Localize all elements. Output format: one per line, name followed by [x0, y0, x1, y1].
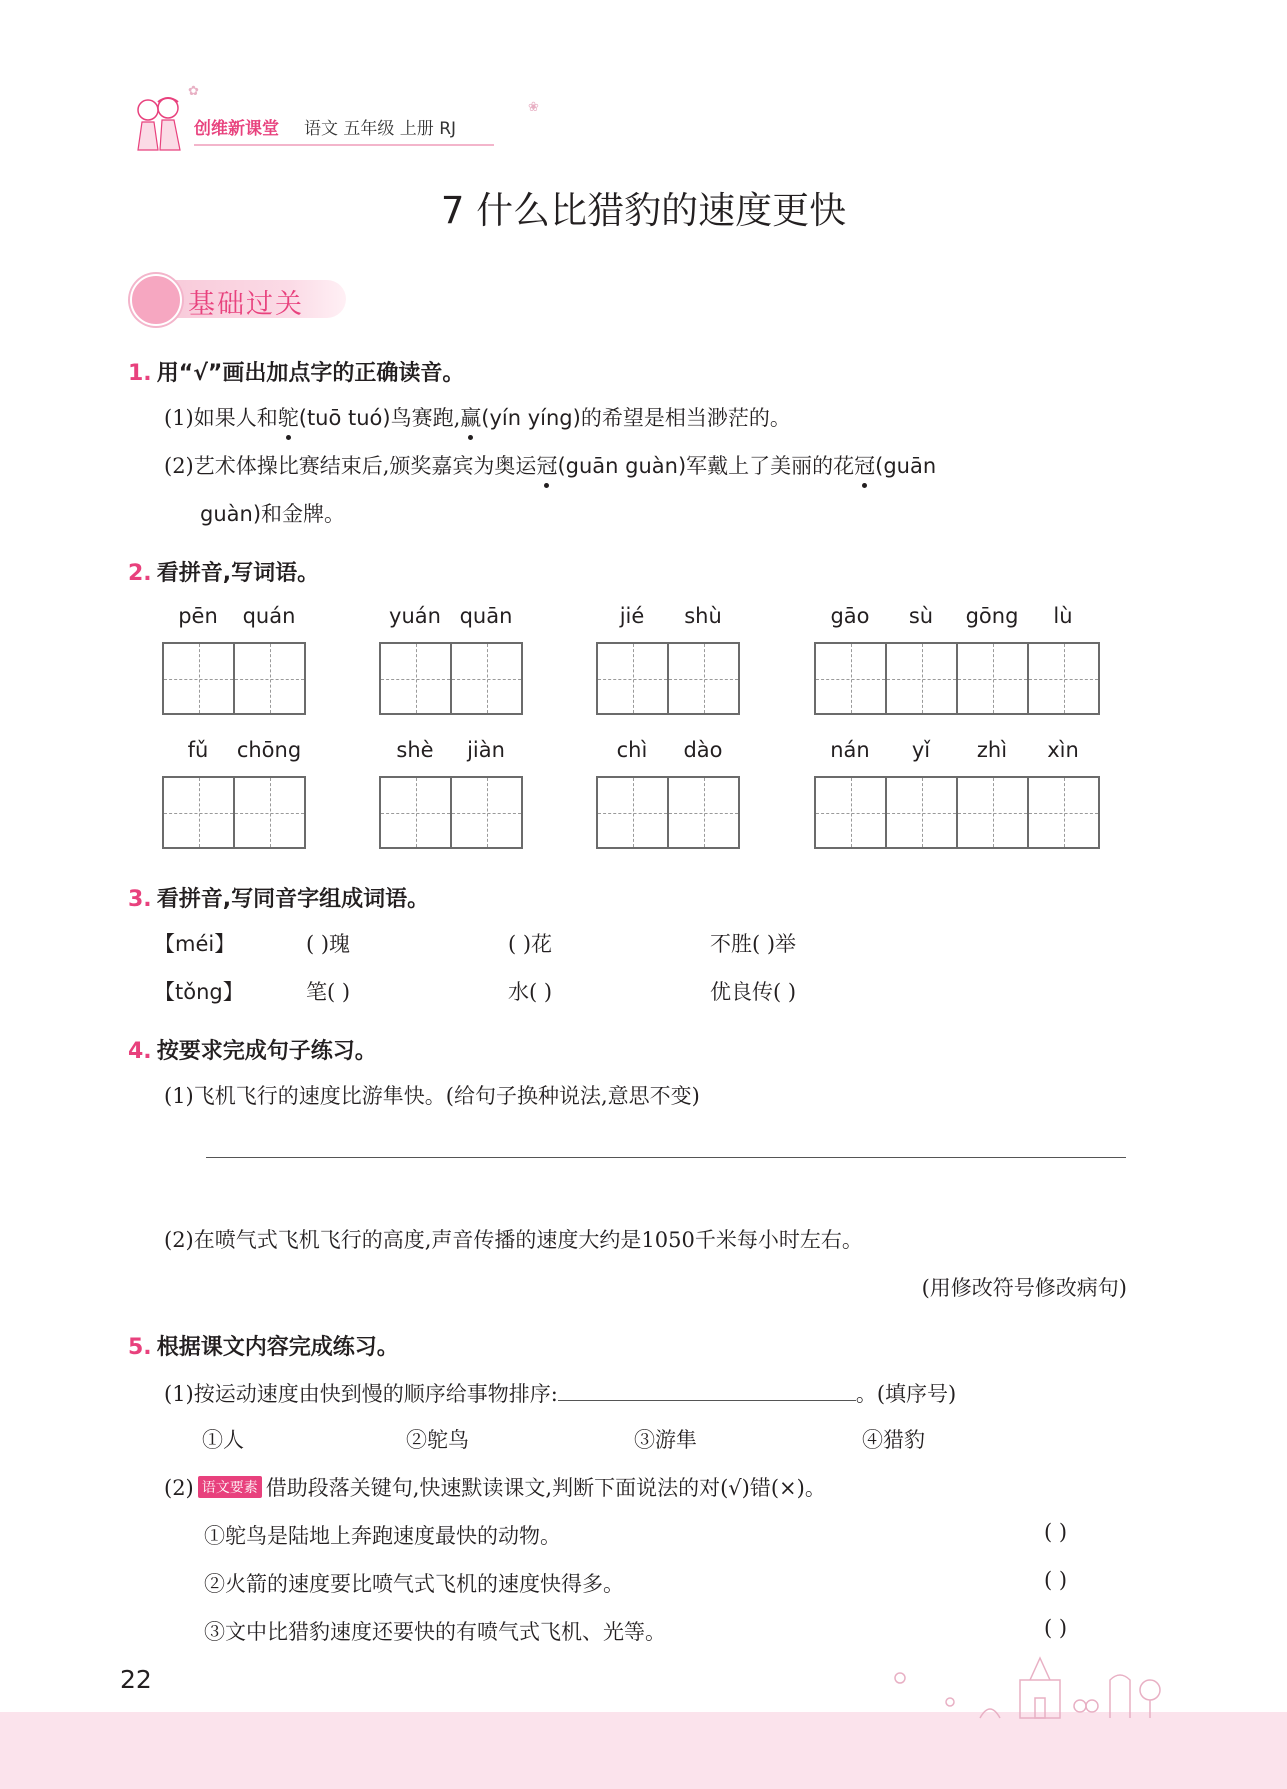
item-text: 和金牌。 — [261, 502, 346, 526]
pinyin: nán — [830, 738, 870, 762]
question-prompt: 按要求完成句子练习。 — [156, 1039, 377, 1064]
writing-cell[interactable] — [598, 644, 669, 713]
writing-cell[interactable] — [381, 778, 452, 847]
q1-item-1 — [164, 402, 791, 432]
q3-word-blank[interactable]: ( )花 — [508, 932, 553, 956]
question-1-heading — [128, 356, 464, 387]
question-number: 3. — [128, 887, 152, 912]
pinyin-options[interactable]: (yín yíng) — [481, 406, 581, 430]
footer-band — [0, 1712, 1287, 1789]
q5-item-2 — [164, 1472, 826, 1502]
writing-grid[interactable] — [596, 776, 740, 849]
writing-grid[interactable] — [379, 776, 523, 849]
writing-cell[interactable] — [816, 644, 887, 713]
pinyin-options[interactable]: guàn) — [200, 502, 262, 526]
q3-word-blank[interactable]: 优良传( ) — [710, 980, 797, 1004]
page-number: 22 — [120, 1665, 152, 1694]
pinyin-options[interactable]: (tuō tuó) — [298, 406, 391, 430]
sparkle-icon: ✿ — [188, 84, 199, 99]
pinyin: gāo — [830, 604, 870, 628]
writing-cell[interactable] — [381, 644, 452, 713]
writing-cell[interactable] — [1029, 644, 1098, 713]
pinyin: fǔ — [187, 738, 209, 762]
pinyin: quān — [459, 604, 513, 628]
q3-word-blank[interactable]: 不胜( )举 — [710, 932, 797, 956]
writing-cell[interactable] — [164, 778, 235, 847]
item-text: 的希望是相当渺茫的。 — [580, 406, 791, 430]
pinyin-options[interactable]: (guān — [875, 454, 937, 478]
judge-statement: ②火箭的速度要比喷气式飞机的速度快得多。 — [204, 1572, 624, 1596]
writing-cell[interactable] — [598, 778, 669, 847]
item-text: 如果人和 — [193, 406, 278, 430]
judge-statement: ①鸵鸟是陆地上奔跑速度最快的动物。 — [204, 1524, 561, 1548]
pinyin: chì — [616, 738, 648, 762]
q3-word-blank[interactable]: 笔( ) — [306, 980, 351, 1004]
question-4-heading — [128, 1034, 377, 1065]
writing-cell[interactable] — [452, 644, 521, 713]
writing-cell[interactable] — [816, 778, 887, 847]
pinyin: yuán — [389, 604, 441, 628]
sparkle-icon: ❀ — [528, 100, 539, 115]
dotted-char: 冠 — [536, 454, 558, 478]
writing-grid[interactable] — [814, 642, 1100, 715]
q3-word-blank[interactable]: ( )瑰 — [306, 932, 351, 956]
writing-cell[interactable] — [958, 644, 1029, 713]
item-label: (2) — [164, 1476, 194, 1500]
element-tag: 语文要素 — [198, 1476, 262, 1498]
answer-line[interactable] — [206, 1157, 1126, 1158]
question-number: 5. — [128, 1335, 152, 1360]
item-text: (1)按运动速度由快到慢的顺序给事物排序: — [164, 1382, 558, 1406]
question-number: 4. — [128, 1039, 152, 1064]
q4-item-2: (2)在喷气式飞机飞行的高度,声音传播的速度大约是1050千米每小时左右。 — [164, 1228, 863, 1252]
item-text: 。(填序号) — [855, 1382, 957, 1406]
q4-item-1: (1)飞机飞行的速度比游隼快。(给句子换种说法,意思不变) — [164, 1084, 700, 1108]
judge-answer-box[interactable]: ( ) — [1044, 1616, 1068, 1640]
writing-cell[interactable] — [1029, 778, 1098, 847]
pinyin: yǐ — [911, 738, 931, 762]
pinyin: jié — [619, 604, 645, 628]
option: ④猎豹 — [862, 1428, 925, 1452]
question-5-heading — [128, 1330, 399, 1361]
item-text: 军戴上了美丽的花 — [686, 454, 855, 478]
writing-cell[interactable] — [887, 644, 958, 713]
pinyin: lù — [1053, 604, 1073, 628]
writing-cell[interactable] — [164, 644, 235, 713]
dotted-char: 鸵 — [277, 406, 299, 430]
writing-cell[interactable] — [958, 778, 1029, 847]
order-answer-blank[interactable] — [558, 1378, 856, 1401]
pinyin: chōng — [236, 738, 302, 762]
pinyin: sù — [908, 604, 934, 628]
pinyin: pēn — [178, 604, 218, 628]
q1-item-2 — [164, 450, 936, 480]
kids-mascot-icon — [128, 92, 190, 154]
writing-cell[interactable] — [452, 778, 521, 847]
pinyin: shù — [684, 604, 722, 628]
writing-grid[interactable] — [162, 642, 306, 715]
option: ①人 — [202, 1428, 244, 1452]
writing-grid[interactable] — [596, 642, 740, 715]
question-prompt: 根据课文内容完成练习。 — [156, 1335, 399, 1360]
lesson-title: 7 什么比猎豹的速度更快 — [440, 189, 847, 232]
judge-answer-box[interactable]: ( ) — [1044, 1520, 1068, 1544]
question-prompt: 用“√”画出加点字的正确读音。 — [156, 361, 465, 386]
item-label: (2) — [164, 454, 194, 478]
q1-item-2-cont — [200, 498, 345, 528]
writing-grid[interactable] — [379, 642, 523, 715]
section-title: 基础过关 — [188, 289, 304, 320]
question-3-heading — [128, 882, 429, 913]
writing-cell[interactable] — [887, 778, 958, 847]
question-prompt: 看拼音,写词语。 — [156, 561, 320, 586]
option: ②鸵鸟 — [406, 1428, 469, 1452]
pinyin: gōng — [965, 604, 1019, 628]
writing-cell[interactable] — [235, 778, 304, 847]
writing-cell[interactable] — [669, 778, 738, 847]
question-prompt: 看拼音,写同音字组成词语。 — [156, 887, 430, 912]
question-2-heading — [128, 556, 319, 587]
pinyin-options[interactable]: (guān guàn) — [557, 454, 687, 478]
writing-grid[interactable] — [814, 776, 1100, 849]
pinyin: xìn — [1047, 738, 1079, 762]
writing-cell[interactable] — [669, 644, 738, 713]
pinyin: jiàn — [467, 738, 505, 762]
q5-item-1 — [164, 1378, 956, 1408]
option: ③游隼 — [634, 1428, 697, 1452]
pinyin: dào — [683, 738, 723, 762]
q4-item-2-note: (用修改符号修改病句) — [921, 1276, 1127, 1300]
pinyin: shè — [396, 738, 434, 762]
dotted-char: 冠 — [854, 454, 876, 478]
item-text: 艺术体操比赛结束后,颁奖嘉宾为奥运 — [193, 454, 537, 478]
item-text: 鸟赛跑, — [390, 406, 461, 430]
dotted-char: 赢 — [460, 406, 482, 430]
section-banner — [130, 274, 348, 324]
pinyin: quán — [242, 604, 296, 628]
question-number: 1. — [128, 361, 152, 386]
item-label: (1) — [164, 406, 194, 430]
brand-name: 创维新课堂 — [194, 119, 279, 139]
item-text: 借助段落关键句,快速默读课文,判断下面说法的对(√)错(×)。 — [265, 1476, 826, 1500]
judge-answer-box[interactable]: ( ) — [1044, 1568, 1068, 1592]
q3-word-blank[interactable]: 水( ) — [508, 980, 553, 1004]
banner-kid-icon — [130, 274, 182, 326]
question-number: 2. — [128, 561, 152, 586]
header-underline — [194, 144, 494, 146]
judge-statement: ③文中比猎豹速度还要快的有喷气式飞机、光等。 — [204, 1620, 666, 1644]
writing-grid[interactable] — [162, 776, 306, 849]
q3-row2-label: 【tǒng】 — [154, 980, 244, 1004]
q3-row1-label: 【méi】 — [154, 932, 236, 956]
writing-cell[interactable] — [235, 644, 304, 713]
book-info: 语文 五年级 上册 RJ — [304, 119, 457, 139]
pinyin: zhì — [976, 738, 1008, 762]
castle-trees-icon — [880, 1650, 1180, 1720]
header-brand — [128, 92, 508, 156]
